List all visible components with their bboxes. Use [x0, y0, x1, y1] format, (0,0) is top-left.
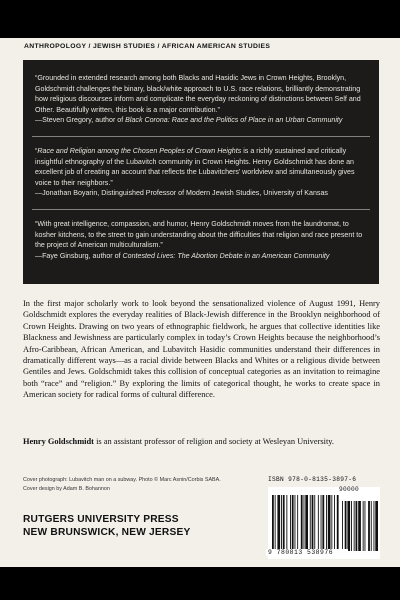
review-attribution: [35, 115, 367, 126]
attribution-prefix: —Steven Gregory, author of: [35, 116, 126, 125]
author-bio-text: is an assistant professor of religion and society at Wesleyan University.: [93, 437, 335, 446]
barcode-bar: [275, 495, 276, 549]
attribution-prefix: —Faye Ginsburg, author of: [35, 251, 123, 260]
barcode-bar: [272, 495, 274, 549]
barcode-addon-bar: [365, 501, 366, 551]
review-2: [35, 146, 367, 199]
barcode-bar: [301, 495, 303, 549]
divider: [32, 209, 370, 210]
attribution-book-title: Contested Lives: The Abortion Debate in an American Community: [122, 251, 330, 260]
barcode-bar: [326, 495, 327, 549]
barcode-addon-bar: [375, 501, 378, 551]
barcode-bar: [290, 495, 291, 549]
barcode-bar: [292, 495, 294, 549]
barcode-addon-bar: [371, 501, 372, 551]
review-attribution: [35, 251, 367, 262]
barcode-bar: [312, 495, 314, 549]
barcode-bar: [281, 495, 282, 549]
barcode-addon-bar: [363, 501, 364, 551]
design-credit: Cover design by Adam B. Bohannon: [23, 485, 110, 492]
review-3: [35, 219, 367, 261]
barcode-addon-bar: [345, 501, 347, 551]
review-1: [35, 73, 367, 126]
barcode-bar: [328, 495, 331, 549]
price-code: 90000: [339, 486, 360, 493]
attribution-book-title: Black Corona: Race and the Politics of Place in an Urban Community: [125, 116, 343, 125]
author-bio: [23, 436, 380, 447]
publisher-location: NEW BRUNSWICK, NEW JERSEY: [23, 527, 191, 538]
barcode-addon-bar: [368, 501, 370, 551]
book-description: In the first major scholarly work to look beyond the sensationalized violence of August 1991, Henry Goldschmidt explores the everyday realities of Black-Jewish difference in the Brooklyn neighborhood of Crown Heights. Drawing on two years of ethnographic fieldwork, he argues that collective identities like Blackness and Jewishness are particularly complex in today’s Crown Heights because the neighborhood’s Afro-Caribbean, African American, and Lubavitch Hasidic communities understand their differences in dramatically different ways—as a racial divide between Blacks and Whites or a religious divide between Gentiles and Jews. Goldschmidt takes this collision of conceptual categories as an invitation to reimagine both “race” and “religion.” By exploring the limits of categorical thought, he works to create space in American society for radical forms of cultural difference.: [23, 299, 380, 400]
barcode-bar: [310, 495, 311, 549]
barcode-addon-bar: [354, 501, 355, 551]
isbn-label: ISBN 978-0-8135-3897-6: [268, 476, 357, 483]
barcode-addon-bar: [347, 501, 350, 551]
barcode-bar: [334, 495, 335, 549]
quoted-book-title: Race and Religion among the Chosen Peoples of Crown Heights: [37, 146, 242, 155]
subject-categories: ANTHROPOLOGY / JEWISH STUDIES / AFRICAN AMERICAN STUDIES: [24, 43, 271, 50]
cover-credits: [23, 476, 243, 493]
divider: [32, 136, 370, 137]
review-attribution: —Jonathan Boyarin, Distinguished Professor of Modern Jewish Studies, University of Kansas: [35, 189, 328, 198]
barcode-bar: [314, 495, 315, 549]
review-box: [23, 60, 379, 284]
barcode-bar: [331, 495, 332, 549]
barcode-addon-bar: [358, 501, 361, 551]
barcode-bar: [318, 495, 319, 549]
barcode-bar: [283, 495, 285, 549]
barcode-bar: [322, 495, 324, 549]
publisher: [23, 513, 243, 539]
top-border: [0, 0, 400, 38]
barcode-bar: [295, 495, 296, 549]
bottom-border: [0, 567, 400, 600]
review-quote: “Grounded in extended research among both Blacks and Hasidic Jews in Crown Heights, Brooklyn, Goldschmidt challenges the binary, black/white approach to U.S. race relations, brilliantly demonstrating how religious discourses inform and complicate the everyday reckoning of distinctions between Self and Other. Beautifully written, this book is a major contribution.”: [35, 74, 361, 114]
author-name: Henry Goldschmidt: [23, 437, 94, 446]
barcode-addon-bar: [342, 501, 343, 551]
barcode-addon-bar: [374, 501, 375, 551]
publisher-name: RUTGERS UNIVERSITY PRESS: [23, 514, 179, 525]
barcode-addon-bar: [351, 501, 352, 551]
barcode-bar: [337, 495, 339, 549]
review-quote: “With great intelligence, compassion, and humor, Henry Goldschmidt moves from the laundromat, to kosher kitchens, to the street to gain understanding about the difficulties that religion and race present to the project of American multiculturalism.”: [35, 219, 363, 250]
barcode-bar: [305, 495, 308, 549]
barcode-bar: [297, 495, 298, 549]
quote-rest: is a richly sustained and critically insightful ethnography of the Lubavitch community in Crown Heights. Henry Goldschmidt has done an excellent job of creating an account that reflects the Lubavitchers’ worldview and simultaneously gives voice to their neighbors.”: [35, 146, 355, 187]
barcode-addon-bar: [356, 501, 358, 551]
barcode-bar: [277, 495, 280, 549]
review-quote: [35, 146, 367, 188]
barcode-digits: 9 780813 538976: [266, 549, 348, 556]
barcode-bar: [304, 495, 305, 549]
barcode-bar: [321, 495, 322, 549]
barcode-bar: [286, 495, 287, 549]
photo-credit: Cover photograph: Lubavitch man on a subway. Photo © Marc Asnin/Corbis SABA.: [23, 477, 221, 483]
quote-open: “: [35, 146, 38, 155]
